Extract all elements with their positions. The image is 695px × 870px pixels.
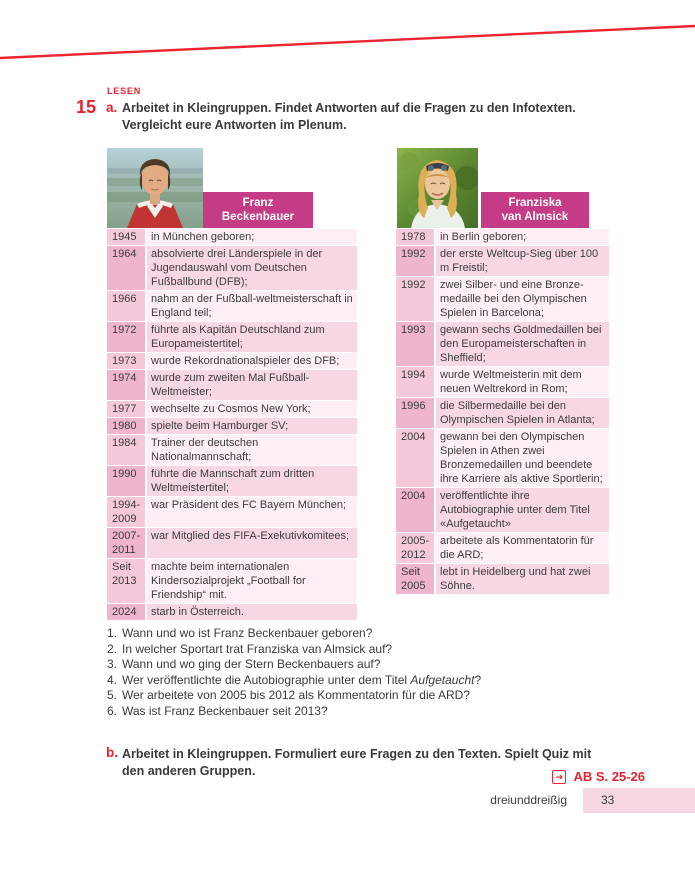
timeline-year: 1990 [107,466,147,496]
table-row [107,528,357,559]
question-number: 6. [107,703,118,718]
table-row [107,246,357,291]
timeline-event: starb in Österreich. [147,604,357,620]
timeline-year: 2004 [396,488,436,532]
timeline-event: absolvierte drei Länderspiele in der Jugendauswahl vom Deutschen Fußballbund (DFB); [147,246,357,290]
timeline-year: 2005-2012 [396,533,436,563]
timeline-event: in München geboren; [147,229,357,245]
table-row [396,398,609,429]
timeline-year: 1973 [107,353,147,369]
timeline-event: in Berlin geboren; [436,229,609,245]
question-item [107,688,587,704]
timeline-event: war Präsident des FC Bayern München; [147,497,357,527]
timeline-event: arbeitete als Kommentatorin für die ARD; [436,533,609,563]
timeline-year: 1964 [107,246,147,290]
timeline-year: 1992 [396,277,436,321]
timeline-event: spielte beim Hamburger SV; [147,418,357,434]
table-row [396,229,609,246]
question-item [107,704,587,720]
table-row [107,497,357,528]
workbook-reference [552,769,645,784]
question-number: 2. [107,641,118,656]
page-number-word: dreiunddreißig [490,793,567,807]
timeline-year: 2024 [107,604,147,620]
timeline-year: 2004 [396,429,436,487]
timeline-event: nahm an der Fußball-weltmeisterschaft in England teil; [147,291,357,321]
almsick-name-line1: Franziska [508,197,562,209]
timeline-event: die Silbermedaille bei den Olympischen Spielen in Atlanta; [436,398,609,428]
part-b-label: b. [106,745,118,760]
question-number: 1. [107,626,118,640]
timeline-event: war Mitglied des FIFA-Exekutivkomitees; [147,528,357,558]
table-row [396,533,609,564]
table-row [396,277,609,322]
timeline-year: 2007-2011 [107,528,147,558]
timeline-event: zwei Silber- und eine Bronze-medaille bei den Olympischen Spielen in Barcelona; [436,277,609,321]
question-list [107,626,587,719]
timeline-year: 1984 [107,435,147,465]
question-item [107,673,587,689]
beckenbauer-name-line1: Franz [242,197,274,209]
page-number-badge: 33 [583,788,695,813]
timeline-event: gewann sechs Goldmedaillen bei den Europameisterschaften in Sheffield; [436,322,609,366]
table-row [107,418,357,435]
beckenbauer-name-line2: Beckenbauer [221,211,295,223]
question-text: Wer arbeitete von 2005 bis 2012 als Kommentatorin für die ARD? [122,688,470,702]
part-a-instruction: Arbeitet in Kleingruppen. Findet Antworten auf die Fragen zu den Infotexten. Vergleicht eure Antworten im Plenum. [122,101,576,132]
timeline-event: veröffentlichte ihre Autobiographie unter dem Titel «Aufgetaucht» [436,488,609,532]
question-text: Was ist Franz Beckenbauer seit 2013? [122,703,328,718]
table-row [107,466,357,497]
table-row [396,429,609,488]
table-row [396,367,609,398]
table-row [107,559,357,604]
table-row [396,322,609,367]
question-number: 4. [107,672,118,687]
timeline-event: wurde Rekordnationalspieler des DFB; [147,353,357,369]
timeline-event: gewann bei den Olympischen Spielen in Athen zwei Bronzemedaillen und beendete ihre Karriere als aktive Sportlerin; [436,429,609,487]
question-number: 5. [107,688,118,702]
timeline-year: 1977 [107,401,147,417]
timeline-year: 1994-2009 [107,497,147,527]
arrow-box-icon: ➔ [552,770,566,784]
timeline-year: 1972 [107,322,147,352]
timeline-event: machte beim internationalen Kindersozialprojekt „Football for Friendship“ mit. [147,559,357,603]
timeline-year: 1980 [107,418,147,434]
timeline-year: 1966 [107,291,147,321]
table-row [107,353,357,370]
table-row [107,604,357,621]
timeline-year: 1993 [396,322,436,366]
almsick-name-line2: van Almsick [501,211,569,223]
beckenbauer-name-band [203,192,313,228]
question-number: 3. [107,657,118,671]
question-text: Wann und wo ist Franz Beckenbauer geboren? [122,626,373,640]
section-label-lesen: LESEN [107,86,142,96]
table-row [396,564,609,595]
part-a-label: a. [106,100,118,115]
beckenbauer-photo [107,148,203,228]
timeline-year: 1974 [107,370,147,400]
timeline-year: 1994 [396,367,436,397]
timeline-event: wurde Weltmeisterin mit dem neuen Weltrekord in Rom; [436,367,609,397]
timeline-event: der erste Weltcup-Sieg über 100 m Freistil; [436,246,609,276]
table-row [107,435,357,466]
timeline-event: wechselte zu Cosmos New York; [147,401,357,417]
almsick-name-band [481,192,589,228]
question-text: Wann und wo ging der Stern Beckenbauers auf? [122,657,381,671]
timeline-year: 1978 [396,229,436,245]
part-b-instruction: Arbeitet in Kleingruppen. Formuliert eure Fragen zu den Texten. Spielt Quiz mit den anderen Gruppen. [122,747,592,778]
red-diagonal-line [0,0,695,70]
timeline-event: wurde zum zweiten Mal Fußball-Weltmeister; [147,370,357,400]
table-row [107,291,357,322]
question-item [107,642,587,658]
table-row [107,370,357,401]
question-item [107,657,587,673]
table-row [107,229,357,246]
table-row [107,401,357,418]
table-row [396,488,609,533]
timeline-event: führte die Mannschaft zum dritten Weltmeistertitel; [147,466,357,496]
timeline-year: Seit 2013 [107,559,147,603]
table-row [396,246,609,277]
almsick-timeline-table [396,229,609,595]
timeline-year: Seit 2005 [396,564,436,594]
question-text: Wer veröffentlichte die Autobiographie unter dem Titel Aufgetaucht? [122,672,482,687]
table-row [107,322,357,353]
timeline-event: führte als Kapitän Deutschland zum Europameistertitel; [147,322,357,352]
question-item [107,626,587,642]
timeline-year: 1945 [107,229,147,245]
workbook-reference-text: AB S. 25-26 [573,769,645,784]
beckenbauer-timeline-table [107,229,357,621]
timeline-year: 1996 [396,398,436,428]
timeline-year: 1992 [396,246,436,276]
timeline-event: Trainer der deutschen Nationalmannschaft; [147,435,357,465]
almsick-photo [397,148,478,228]
exercise-number: 15 [76,97,97,117]
timeline-event: lebt in Heidelberg und hat zwei Söhne. [436,564,609,594]
question-text: In welcher Sportart trat Franziska van Almsick auf? [122,641,393,656]
